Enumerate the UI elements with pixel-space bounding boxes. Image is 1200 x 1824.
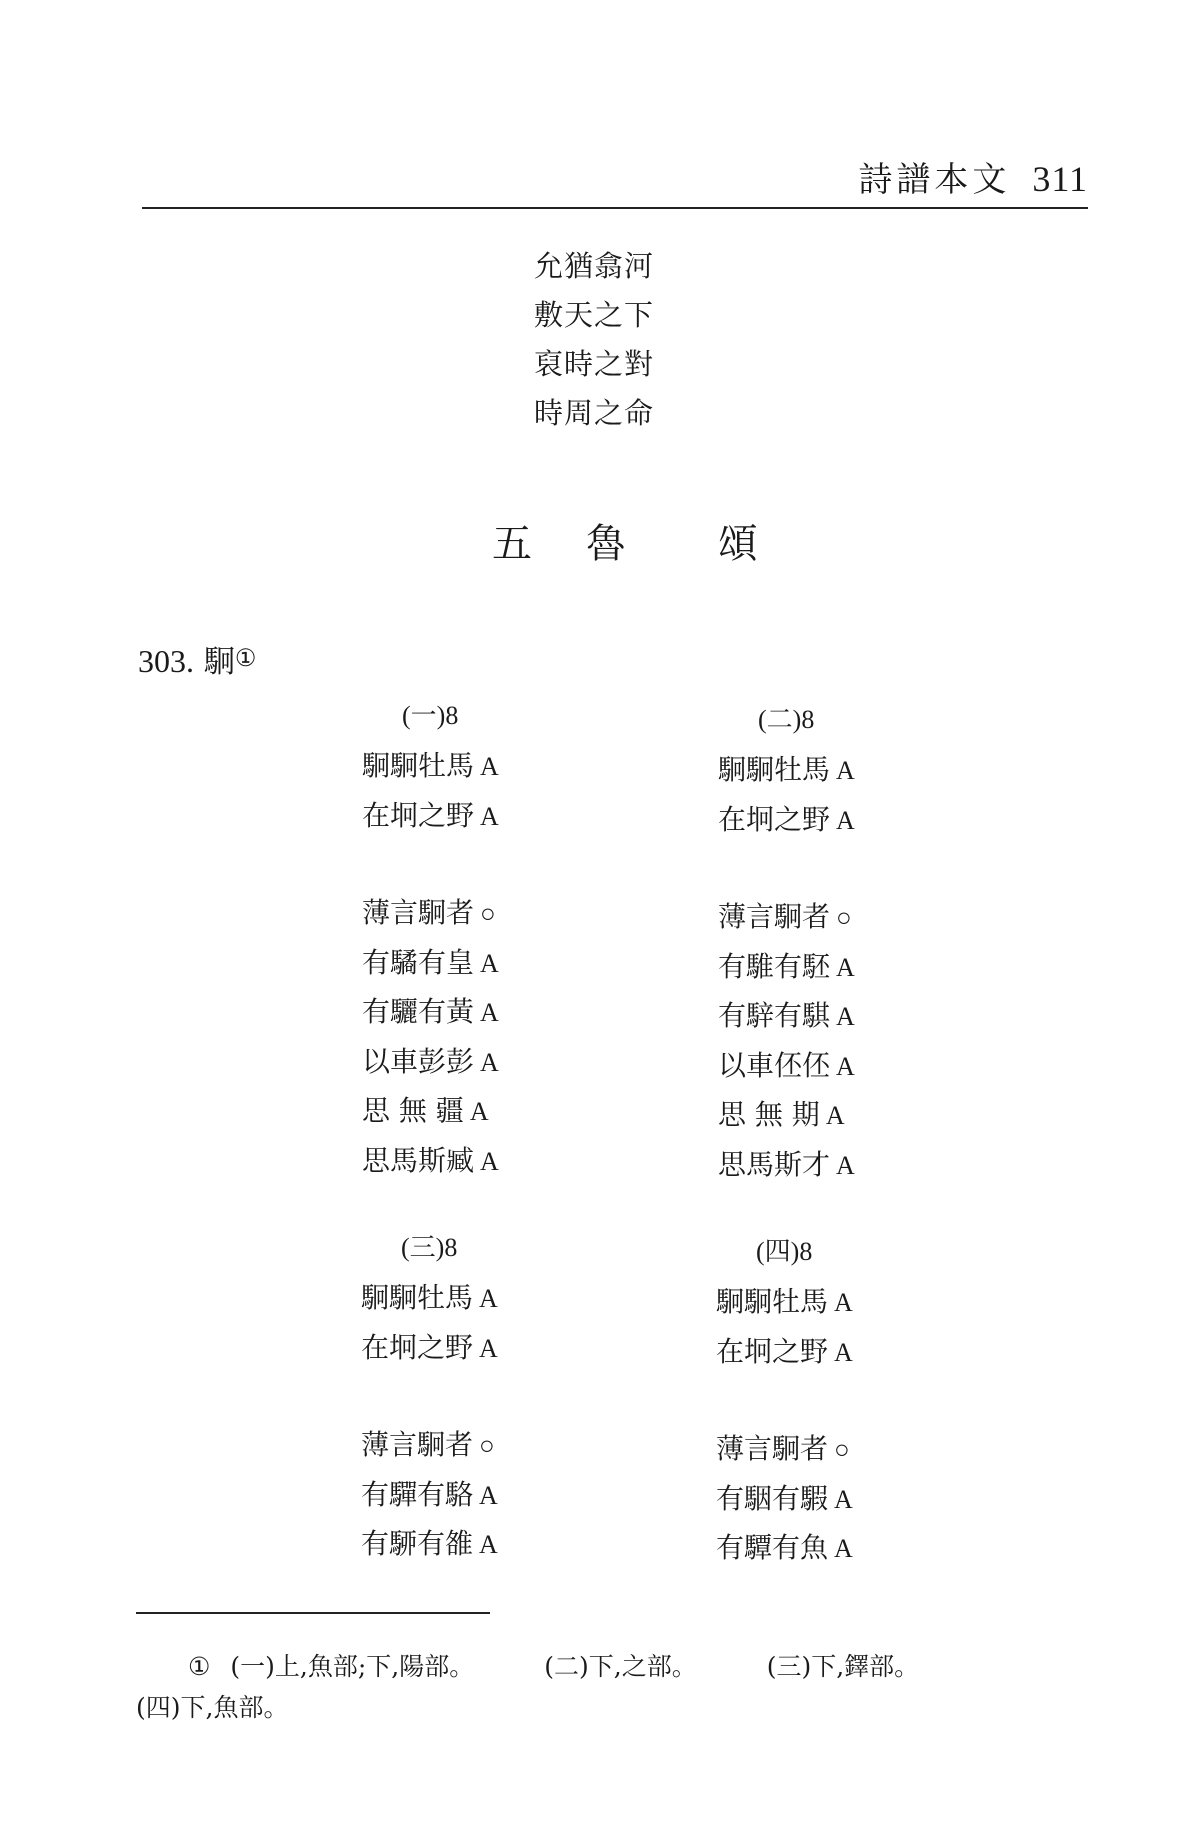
rhyme-mark: A [834,1534,853,1563]
stanza-1 [362,696,662,1186]
rhyme-mark: A [825,1101,845,1130]
stanza-label: (二)8 [758,705,815,734]
poem-line-text: 薄言駉者 [718,900,831,933]
rhyme-mark: A [480,1047,499,1077]
footnote-part: (二)下,之部。 [544,1652,697,1681]
poem-heading [138,636,256,681]
running-header-title: 詩譜本文 [858,160,1011,200]
poem-line-text: 在坰之野 [718,802,831,836]
rhyme-mark: A [836,1051,855,1081]
poem-line-text: 有駵有雒 [361,1527,474,1560]
stanza-break [362,841,662,889]
poem-line: 時周之命 [534,396,655,430]
poem-line [716,1278,1016,1328]
rhyme-mark: A [479,1530,498,1559]
poem-line-text: 薄言駉者 [362,896,475,929]
poem-line [362,988,662,1038]
poem-line-text: 在坰之野 [361,1330,474,1364]
rhyme-mark: A [480,752,499,781]
poem-line: 允猶翕河 [534,249,655,283]
running-header [858,152,1088,201]
poem-line [718,1042,1018,1092]
rhyme-mark: ○ [834,1435,850,1464]
rhyme-mark: ○ [480,899,496,928]
poem-line-text: 薄言駉者 [361,1428,474,1461]
poem-line [718,893,1018,943]
footnote-rule [136,1612,490,1614]
poem-title: 駉 [203,644,235,680]
poem-line-text: 在坰之野 [362,798,475,832]
poem-number: 303. [138,643,194,679]
previous-poem-ending [534,242,654,438]
footnote-part: (一)上,魚部;下,陽部。 [230,1652,475,1681]
rhyme-mark: A [480,1146,499,1176]
stanza-3 [361,1228,661,1570]
stanza-label: (四)8 [756,1237,813,1266]
poem-line [718,796,1018,846]
footnote-reference: ① [234,644,257,672]
footnote-part: (三)下,鐸部。 [766,1652,920,1681]
poem-line-text: 有驔有魚 [716,1531,829,1564]
poem-line-text: 有騂有騏 [718,999,831,1032]
poem-line [362,742,662,792]
stanza-break [716,1377,1016,1425]
poem-line [716,1425,1016,1475]
poem-line-text: 有駰有騢 [716,1481,829,1515]
footnote-continuation: (四)下,魚部。 [136,1693,289,1722]
rhyme-mark: A [469,1097,489,1126]
section-title-char: 五 [492,521,532,567]
poem-line [716,1328,1016,1378]
poem-line-text: 有驈有皇 [362,945,475,979]
stanza-break [718,845,1018,893]
stanza-label: (三)8 [401,1233,458,1262]
poem-line [362,1087,662,1137]
poem-line [718,1091,1018,1141]
rhyme-mark: ○ [836,903,852,932]
poem-line-text: 駉駉牡馬 [362,749,475,782]
rhyme-mark: A [834,1288,853,1317]
poem-line [361,1421,661,1471]
poem-line [362,939,662,989]
rhyme-mark: A [480,801,499,831]
poem-line [718,1141,1018,1191]
poem-line [718,746,1018,796]
poem-line-text: 駉駉牡馬 [718,753,831,786]
rhyme-mark: A [834,1484,853,1514]
poem-line [361,1520,661,1570]
poem-line-text: 思馬斯才 [718,1147,831,1181]
section-title [492,512,758,569]
rhyme-mark: A [836,952,855,982]
poem-line-text: 思 無 期 [718,1098,820,1131]
poem-line-text: 在坰之野 [716,1334,829,1368]
poem-line-text: 思馬斯臧 [362,1143,475,1177]
header-rule [142,207,1088,209]
poem-line [361,1274,661,1324]
poem-line-text: 駉駉牡馬 [716,1285,829,1318]
poem-line: 敷天之下 [534,298,655,332]
rhyme-mark: A [836,1150,855,1180]
rhyme-mark: A [836,1002,855,1031]
page-number: 311 [1032,159,1088,199]
rhyme-mark: A [479,1284,498,1313]
poem-line [361,1324,661,1374]
rhyme-mark: A [479,1333,498,1363]
poem-line [716,1475,1016,1525]
poem-line [361,1471,661,1521]
poem-line-text: 薄言駉者 [716,1432,829,1465]
stanza-4 [716,1232,1016,1574]
rhyme-mark: A [480,998,499,1027]
rhyme-mark: A [480,948,499,978]
poem-line-text: 有騅有駓 [718,949,831,983]
poem-line [362,1137,662,1187]
poem-line [362,1038,662,1088]
section-title-char: 魯 [586,521,626,567]
rhyme-mark: A [479,1480,498,1510]
poem-line-text: 駉駉牡馬 [361,1281,474,1314]
poem-line [718,992,1018,1042]
poem-line-text: 以車彭彭 [362,1044,475,1078]
poem-line [716,1524,1016,1574]
stanza-label: (一)8 [402,701,459,730]
rhyme-mark: ○ [479,1431,495,1460]
poem-line-text: 有驪有黃 [362,995,475,1028]
stanza-2 [718,700,1018,1190]
poem-line [362,889,662,939]
poem-line [362,792,662,842]
footnote-marker: ① [188,1652,211,1681]
poem-line-text: 思 無 疆 [362,1094,464,1127]
stanza-break [361,1373,661,1421]
poem-line: 裒時之對 [534,347,655,381]
poem-line-text: 以車伾伾 [718,1048,831,1082]
footnote [136,1646,1096,1728]
rhyme-mark: A [834,1337,853,1367]
poem-line [718,943,1018,993]
poem-line-text: 有驒有駱 [361,1477,474,1511]
rhyme-mark: A [836,805,855,835]
section-title-char: 頌 [718,521,758,567]
rhyme-mark: A [836,756,855,785]
